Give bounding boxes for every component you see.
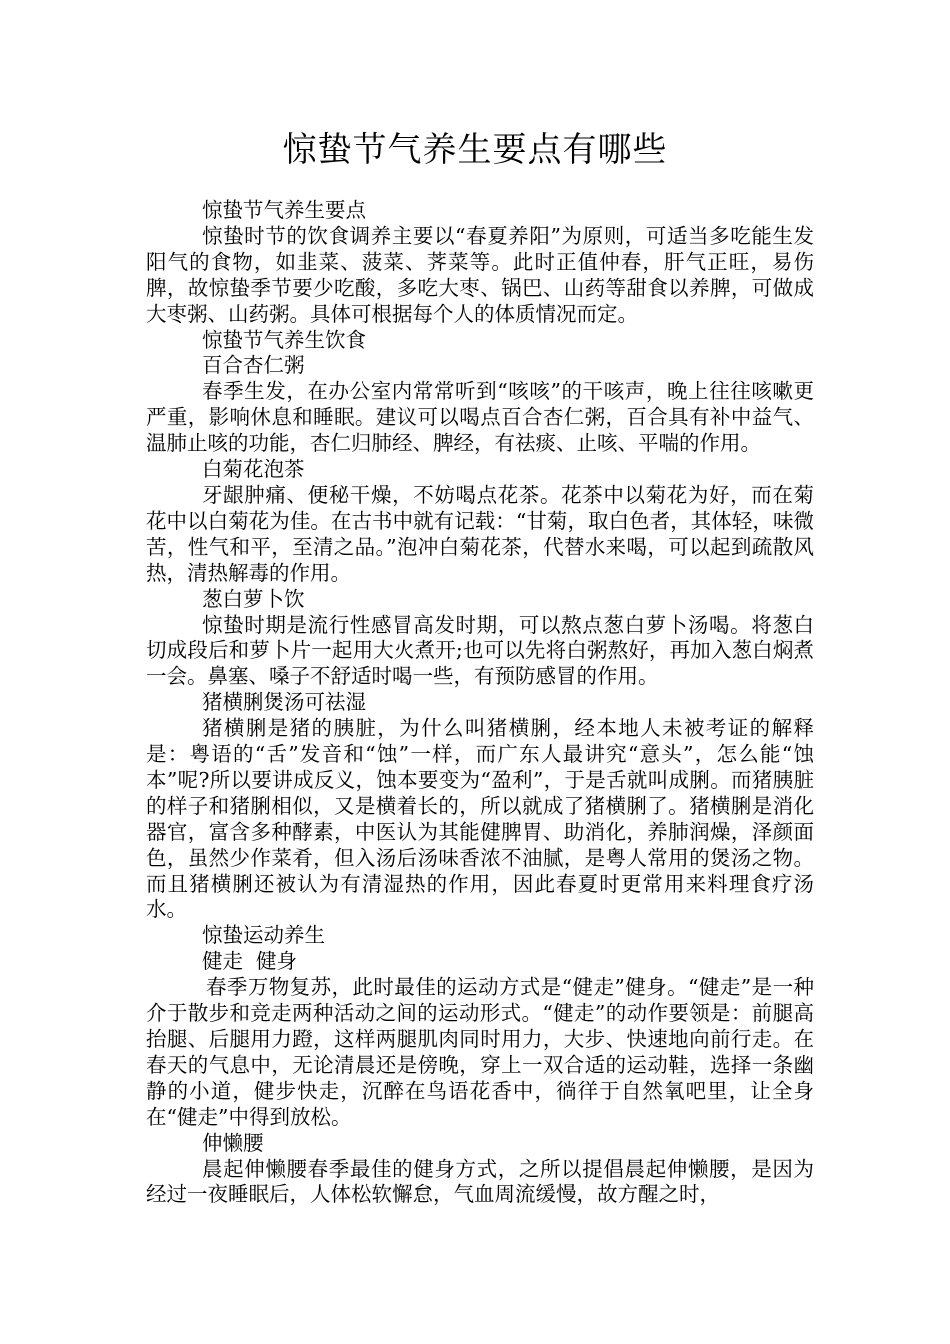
subsection-heading: 白菊花泡茶 bbox=[202, 457, 305, 482]
body-paragraph: 牙龈肿痛、便秘干燥，不妨喝点花茶。花茶中以菊花为好，而在菊花中以白菊花为佳。在古书中就有记载：“甘菊，取白色者，其体轻，味微苦，性气和平，至清之品。”泡冲白菊花茶，代替水来喝，可以起到疏散风热，清热解毒的作用。 bbox=[146, 482, 814, 585]
section-heading: 惊蛰节气养生要点 bbox=[202, 198, 366, 222]
body-paragraph: 春季生发，在办公室内常常听到“咳咳”的干咳声，晚上往往咳嗽更严重，影响休息和睡眠。建议可以喝点百合杏仁粥，百合具有补中益气、温肺止咳的功能，杏仁归肺经、脾经，有祛痰、止咳、平喘的作用。 bbox=[146, 379, 814, 456]
section-heading: 惊蛰节气养生饮食 bbox=[202, 327, 366, 352]
body-paragraph: 晨起伸懒腰春季最佳的健身方式，之所以提倡晨起伸懒腰，是因为经过一夜睡眠后，人体松软懈怠，气血周流缓慢，故方醒之时， bbox=[146, 1156, 814, 1207]
body-paragraph: 春季万物复苏，此时最佳的运动方式是“健走”健身。“健走”是一种介于散步和竞走两种活动之间的运动形式。“健走”的动作要领是：前腿高抬腿、后腿用力蹬，这样两腿肌肉同时用力，大步、快速地向前行走。在春天的气息中，无论清晨还是傍晚，穿上一双合适的运动鞋，选择一条幽静的小道，健步快走，沉醉在鸟语花香中，徜徉于自然氧吧里，让全身在“健走”中得到放松。 bbox=[146, 975, 814, 1129]
body-paragraph: 惊蛰时节的饮食调养主要以“春夏养阳”为原则，可适当多吃能生发阳气的食物，如韭菜、菠菜、荠菜等。此时正值仲春，肝气正旺，易伤脾，故惊蛰季节要少吃酸，多吃大枣、锅巴、山药等甜食以养脾，可做成大枣粥、山药粥。具体可根据每个人的体质情况而定。 bbox=[146, 223, 814, 326]
body-paragraph: 惊蛰时期是流行性感冒高发时期，可以熬点葱白萝卜汤喝。将葱白切成段后和萝卜片一起用大火煮开;也可以先将白粥熬好，再加入葱白焖煮一会。鼻塞、嗓子不舒适时喝一些，有预防感冒的作用。 bbox=[146, 612, 814, 689]
subsection-heading: 健走 健身 bbox=[202, 949, 298, 974]
document-body bbox=[146, 198, 814, 1208]
subsection-heading: 百合杏仁粥 bbox=[202, 353, 305, 378]
body-paragraph: 猪横脷是猪的胰脏，为什么叫猪横脷，经本地人未被考证的解释是：粤语的“舌”发音和“蚀”一样，而广东人最讲究“意头”，怎么能“蚀本”呢?所以要讲成反义，蚀本要变为“盈利”，于是舌就叫成脷。而猪胰脏的样子和猪脷相似，又是横着长的，所以就成了猪横脷了。猪横脷是消化器官，富含多种酵素，中医认为其能健脾胃、助消化，养肺润燥，泽颜面色，虽然少作菜肴，但入汤后汤味香浓不油腻，是粤人常用的煲汤之物。而且猪横脷还被认为有清湿热的作用，因此春夏时更常用来料理食疗汤水。 bbox=[146, 716, 814, 922]
subsection-heading: 葱白萝卜饮 bbox=[202, 586, 305, 611]
subsection-heading: 伸懒腰 bbox=[202, 1130, 264, 1155]
section-heading: 惊蛰运动养生 bbox=[202, 923, 325, 948]
page-title: 惊蛰节气养生要点有哪些 bbox=[282, 130, 668, 170]
subsection-heading: 猪横脷煲汤可祛湿 bbox=[202, 690, 366, 715]
